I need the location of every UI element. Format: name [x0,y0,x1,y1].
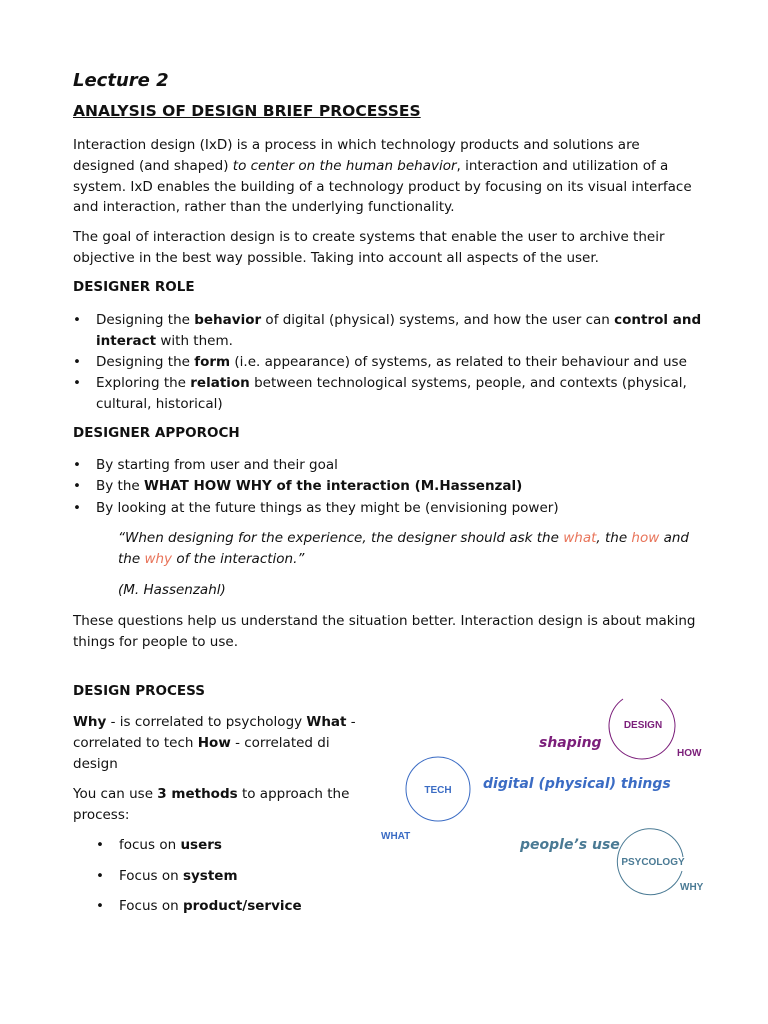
quote-how: how [631,530,660,546]
methods-list [96,835,302,927]
method-item [96,896,302,927]
designer-role-heading: DESIGNER ROLE [73,279,195,295]
method-focus: users [180,837,222,853]
list-item [73,352,703,373]
item-bold: behavior [194,312,262,328]
list-item: • By looking at the future things as they might be (envisioning power) [73,498,703,519]
how-label: How [197,734,231,751]
item-text: of digital (physical) systems, and how the user can [261,312,615,328]
method-focus: product/service [182,898,302,914]
shaping-label: shaping [539,735,602,751]
intro-emphasis: to center on the human behavior [232,157,457,174]
quote-text: “When designing for the experience, the designer should ask the [118,530,564,546]
item-bold: form [194,354,231,371]
quote-what: what [563,530,597,546]
list-item [73,373,703,415]
quote-author: (M. Hassenzahl) [118,582,226,598]
method-text: Focus on [119,898,183,914]
design-process-correlations [73,712,358,774]
methods-text: You can use [73,786,158,802]
methods-text: to approach the process: [73,786,350,823]
methods-count: 3 methods [157,786,238,802]
psychology-label: PSYCOLOGY [621,857,685,868]
method-focus: system [182,867,238,884]
item-bold: control and interact [96,312,702,349]
list-item: • By starting from user and their goal [73,455,703,476]
digital-things-label: digital (physical) things [483,776,671,792]
quote-text: and the [118,530,689,567]
page-title: ANALYSIS OF DESIGN BRIEF PROCESSES [73,102,421,120]
list-item [73,476,703,497]
quote-text: , the [596,530,632,546]
tech-label: TECH [424,785,452,796]
how-label: HOW [677,748,702,759]
design-label: DESIGN [623,720,663,731]
methods-intro [73,784,358,826]
item-text: with them. [156,332,233,349]
peoples-use-label: people’s use [520,837,620,853]
intro-text: Interaction design (IxD) is a process in which technology products and solutions are designed (and shaped) [73,137,640,174]
intro-paragraph-2: The goal of interaction design is to create systems that enable the user to archive their objective in the best way possible. Taking into account all aspects of the user. [73,229,665,266]
designer-approach-heading: DESIGNER APPOROCH [73,425,240,441]
hassenzahl-quote [118,528,708,570]
process-text: - correlated di design [73,734,330,772]
quote-why: why [144,550,173,567]
designer-role-list [73,310,703,415]
design-process-heading: DESIGN PROCESS [73,683,205,699]
summary-paragraph: These questions help us understand the situation better. Interaction design is about making things for people to use. [73,613,696,650]
method-item [96,866,302,897]
lecture-number: Lecture 2 [73,70,169,91]
item-text: By the [96,478,144,495]
intro-paragraph-1 [73,135,703,218]
method-item [96,835,302,866]
item-bold: WHAT HOW WHY of the interaction (M.Hassenzal) [144,478,523,495]
intro-text: , interaction and utilization of a system. IxD enables the building of a technology product by focusing on its visual interface and interaction, rather than the underlying functionality. [73,157,692,216]
process-text: - correlated to tech [73,714,356,751]
method-text: Focus on [119,867,183,884]
what-label: What [306,714,347,730]
method-text: focus on [119,837,181,853]
what-label: WHAT [381,831,411,842]
quote-text: of the interaction.” [172,550,305,567]
item-text: between technological systems, people, and contexts (physical, cultural, historical) [96,375,687,413]
list-item [73,310,703,352]
designer-approach-list [73,455,703,519]
why-label: Why [73,714,107,730]
item-text: Designing the [96,312,195,328]
process-text: - is correlated to psychology [106,714,307,730]
item-bold: relation [190,375,250,392]
item-text: Exploring the [96,375,191,392]
what-how-why-diagram [370,695,720,905]
why-label: WHY [680,882,704,893]
item-text: Designing the [96,354,195,371]
item-text: (i.e. appearance) of systems, as related to their behaviour and use [230,354,687,371]
